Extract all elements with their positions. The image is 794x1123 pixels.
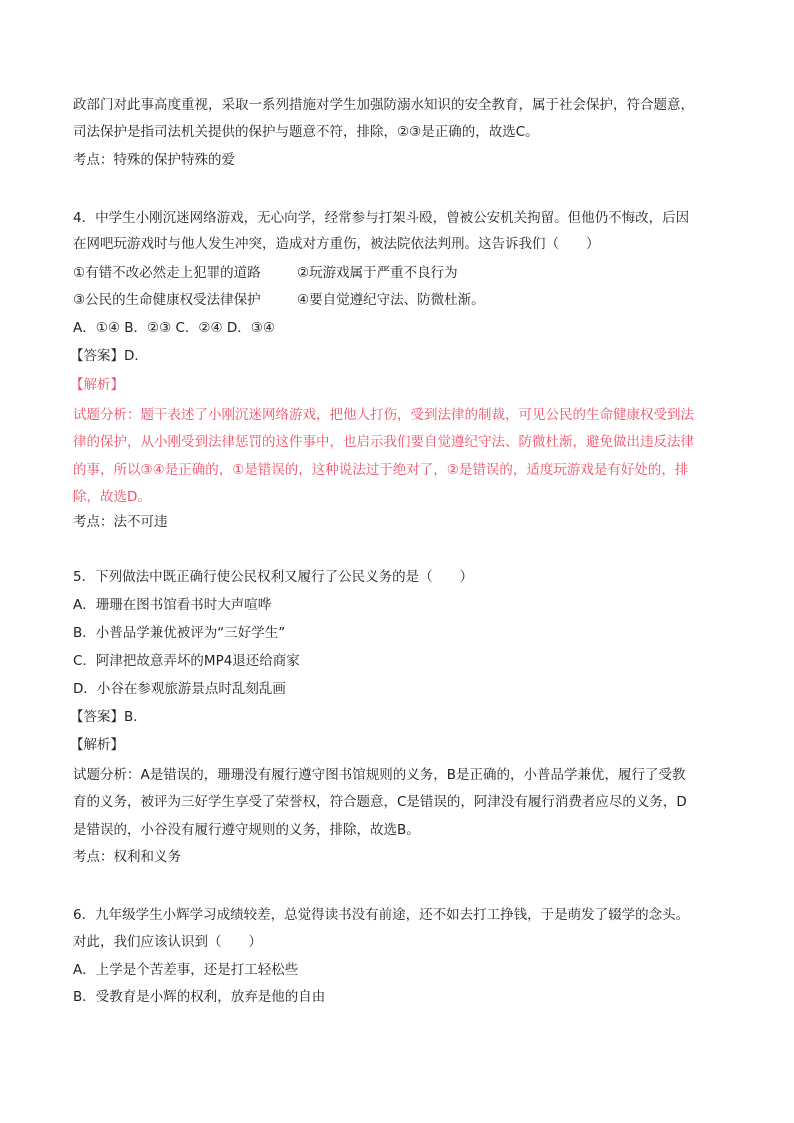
- q6-option: B．受教育是小辉的权利，放弃是他的自由: [73, 989, 326, 1005]
- q5-option: B．小普品学兼优被评为“三好学生”: [73, 625, 286, 641]
- q5-analysis-line: 是错误的，小谷没有履行遵守规则的义务，排除，故选B。: [73, 822, 420, 838]
- q5-option: C．阿津把故意弄坏的MP4退还给商家: [73, 653, 300, 669]
- q4-analysis-line: 试题分析：题干表述了小刚沉迷网络游戏，把他人打伤，受到法律的制裁，可见公民的生命健康权受到法: [73, 407, 694, 423]
- q4-analysis-line: 律的保护，从小刚受到法律惩罚的这件事中，也启示我们要自觉遵纪守法、防微杜渐，避免做出违反法律: [73, 434, 694, 450]
- q5-answer: 【答案】B．: [70, 709, 147, 725]
- q6-stem-line: 对此，我们应该认识到（ ）: [73, 934, 262, 950]
- q4-item: ③公民的生命健康权受法律保护: [73, 292, 261, 308]
- q4-analysis-line: 的事，所以③④是正确的，①是错误的，这种说法过于绝对了，②是错误的，适度玩游戏是有好处的，排: [73, 462, 689, 478]
- q4-analysis-line: 除，故选D。: [73, 489, 151, 505]
- q5-analysis-label: 【解析】: [70, 737, 124, 753]
- q4-kaodian: 考点：法不可违: [73, 514, 168, 530]
- q5-option: A．珊珊在图书馆看书时大声喧哗: [73, 597, 272, 613]
- q4-item: ①有错不改必然走上犯罪的道路: [73, 265, 261, 281]
- q4-stem-line: 在网吧玩游戏时与他人发生冲突，造成对方重伤，被法院依法判刑。这告诉我们（ ）: [73, 236, 600, 252]
- q5-kaodian: 考点：权利和义务: [73, 849, 181, 865]
- q5-analysis-line: 育的义务，被评为三好学生享受了荣誉权，符合题意，C是错误的，阿津没有履行消费者应尽的义务，D: [73, 794, 687, 810]
- q4-options: A．①④ B．②③ C．②④ D．③④: [73, 320, 276, 336]
- q4-stem-line: 4．中学生小刚沉迷网络游戏，无心向学，经常参与打架斗殴，曾被公安机关拘留。但他仍不悔改，后因: [73, 210, 690, 226]
- q5-stem: 5．下列做法中既正确行使公民权利又履行了公民义务的是（ ）: [73, 569, 474, 585]
- q4-item: ②玩游戏属于严重不良行为: [297, 265, 458, 281]
- q4-answer: 【答案】D．: [70, 348, 148, 364]
- q5-analysis-line: 试题分析：A是错误的，珊珊没有履行遵守图书馆规则的义务，B是正确的，小普品学兼优，履行了受教: [73, 767, 686, 783]
- q4-item: ④要自觉遵纪守法、防微杜渐。: [297, 292, 485, 308]
- q6-stem-line: 6．九年级学生小辉学习成绩较差，总觉得读书没有前途，还不如去打工挣钱，于是萌发了辍学的念头。: [73, 907, 690, 923]
- q5-option: D．小谷在参观旅游景点时乱刻乱画: [73, 681, 286, 697]
- q4-analysis-label: 【解析】: [70, 377, 124, 393]
- q6-option: A．上学是个苦差事，还是打工轻松些: [73, 962, 299, 978]
- q3-kaodian: 考点：特殊的保护特殊的爱: [73, 152, 235, 168]
- q3-analysis-line: 政部门对此事高度重视，采取一系列措施对学生加强防溺水知识的安全教育，属于社会保护，符合题意，: [73, 97, 694, 113]
- q3-analysis-line: 司法保护是指司法机关提供的保护与题意不符，排除，②③是正确的，故选C。: [73, 124, 539, 140]
